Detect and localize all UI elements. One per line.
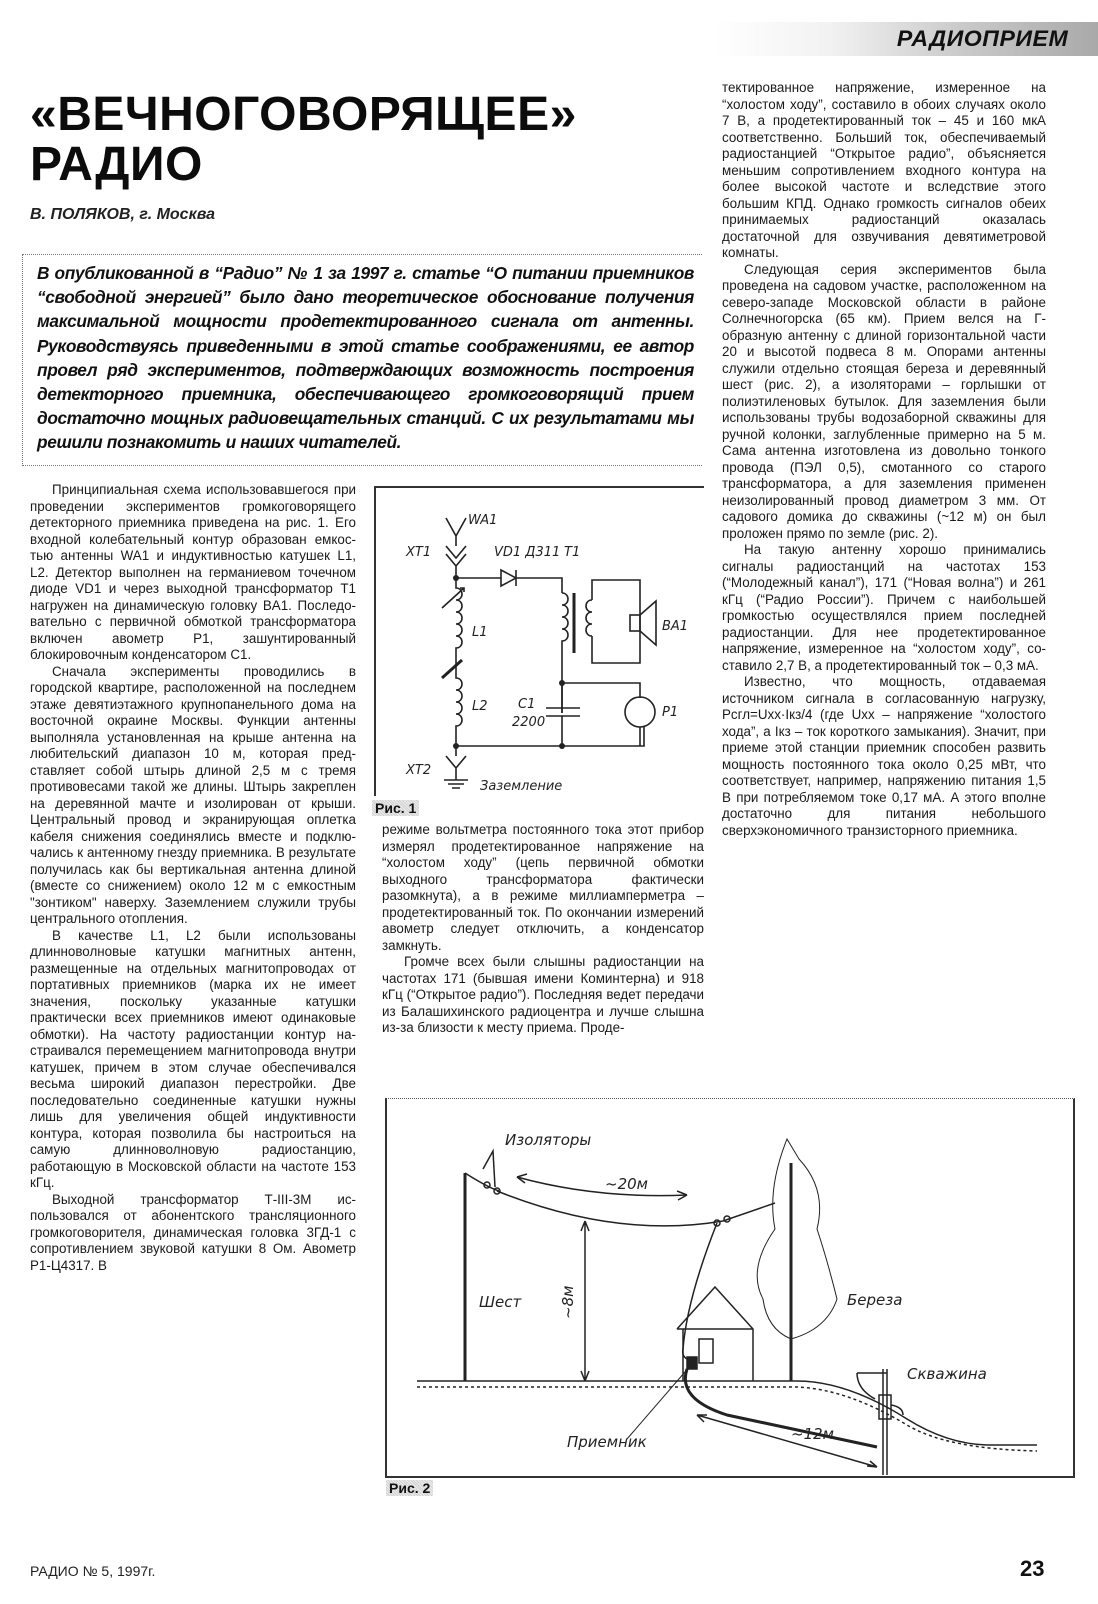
text-column-3 — [722, 80, 1046, 839]
label-ground-wire-12m: ~12м — [791, 1425, 834, 1443]
label-ground: Заземление — [480, 779, 563, 794]
paragraph: На такую антенну хорошо принимались сигналы радиостанций на частотах 153 (“Молодежный канал”), 171 (“Новая волна”) и 261 кГц (“Радио России”). Причем с наибольшей громкостью осуществлялся прием последней радиостанции. Для нее продетектированное напряжение, измеренное на “холостом ходу”, составило 2,7 В, а продетектированный ток – 0,3 мА. — [722, 542, 1046, 673]
label-c1: C1 — [518, 697, 536, 712]
page-number: 23 — [1020, 1556, 1045, 1581]
label-ba1: BA1 — [662, 619, 689, 634]
text-column-2 — [382, 822, 704, 1037]
paragraph: Известно, что мощность, отдаваемая источником сигнала в согласованную нагрузку, Pсгл=Uхх·Iкз/4 (где Uхх – напряжение “холостого хода”, а Iкз – ток короткого замыкания). Значит, при приеме этой станции приемник способен развить мощность постоянного тока около 0,25 мВт, что соответствует, например, напряжению питания 1,5 В при потребляемом токе 0,17 мА. А этого вполне достаточно для питания небольшого сверхэкономичного транзисторного приемника. — [722, 674, 1046, 838]
paragraph: Громче всех были слышны радиостанции на частотах 171 (бывшая имени Коминтерна) и 918 кГц (“Открытое радио”). Последняя ведет передачи из Балашихинского радиоцентра и лучше слышна из-за близости к месту приема. Проде- — [382, 954, 704, 1035]
label-tree: Береза — [847, 1291, 903, 1309]
paragraph: В качестве L1, L2 были использованы длинноволновые катушки магнитных антенн, размещенные на отдельных магнитопроводах от портативных приемников (марка их не имеет значения, поскольку указанные катушки практически всех приемников имеют одинаковые обмотки). На частоту радиостанции контур настраивался перемещением магнитопровода внутри катушек, причем в этом случае обеспечивался весьма широкий диапазон перестройки. Две последовательно соединенные катушки нужны лишь для увеличения общей индуктивности контура, которая позволила бы настроиться на самую длинноволновую радиостанцию, работающую в Московской области на частоте 153 кГц. — [30, 927, 356, 1190]
label-t1: T1 — [564, 545, 581, 560]
label-xt2: XT2 — [406, 763, 432, 778]
paragraph: Сначала эксперименты проводились в городской квартире, расположенной на последнем этаже девятиэтажного крупнопанельного дома на восточной окраине Москвы. Функции антенны выполняла установленная на крыше антенна на любительский диапазон 10 м, которая представляет собой штырь длиной 2,5 м с тремя противовесами такой же длины. Штырь закреплен на деревянной мачте и изолирован от крыши. Центральный провод и экранирующая оплетка кабеля снижения соединялись вместе и подключались к антенному гнезду приемника. В результате получилась как бы вертикальная антенна длиной (вместе со снижением) около 12 м с емкостным "зонтиком" наверху. Заземлением служили трубы центрального отопления. — [30, 663, 356, 926]
label-l2: L2 — [472, 699, 488, 714]
label-c1-value: 2200 — [512, 715, 546, 730]
label-l1: L1 — [472, 625, 488, 640]
title-line-2: РАДИО — [30, 138, 203, 191]
paragraph: Принципиальная схема использовавшегося при проведении экспериментов громкоговорящего детекторного приемника приведена на рис. 1. Его входной колебательный контур образован емкостью антенны WA1 и индуктивностью катушек L1, L2. Детектор выполнен на германиевом точечном диоде VD1 и через выходной трансформатор T1 нагружен на динамическую головку BA1. Последовательно с первичной обмоткой трансформатора включен авометр P1, зашунтированный блокировочным конденсатором C1. — [30, 482, 356, 662]
lead-paragraph: В опубликованной в “Радио” № 1 за 1997 г. статье “О питании приемников “свободной энергией” было дано теоретическое обоснование получения максимальной мощности продетектированного сигнала от антенны. Руководствуясь приведенными в этой статье соображениями, ее автор провел ряд экспериментов, подтверждающих возможность построения детекторного приемника, обеспечивающего громкоговорящий прием достаточно мощных радиовещательных станций. С их результатами мы решили познакомить и наших читателей. — [22, 254, 702, 466]
label-span-20m: ~20м — [605, 1175, 648, 1193]
paragraph: режиме вольтметра постоянного тока этот прибор измерял продетектированное напряжение на “холостом ходу” (цепь первичной обмотки выходного трансформатора фактически разомкнута), а в режиме миллиамперметра – продетектированный ток. По окончании измерений авометр следует отключить, а конденсатор замкнуть. — [382, 822, 704, 953]
label-height-8m: ~8м — [559, 1285, 577, 1319]
title-line-1: «ВЕЧНОГОВОРЯЩЕЕ» — [30, 88, 577, 141]
label-pole: Шест — [479, 1293, 522, 1311]
label-vd1: VD1 Д311 — [494, 545, 561, 560]
section-label: РАДИОПРИЕМ — [896, 26, 1069, 51]
section-banner — [715, 22, 1098, 56]
paragraph: Выходной трансформатор Т-III-3М использовался от абонентского трансляционного громкоговорителя, динамическая головка 3ГД-1 с сопротивлением звуковой катушки 8 Ом. Авометр P1-Ц4317. В — [30, 1191, 356, 1273]
label-xt1: XT1 — [406, 545, 432, 560]
figure-2-caption: Рис. 2 — [386, 1480, 433, 1496]
label-p1: P1 — [662, 705, 679, 720]
figure-1-schematic — [374, 486, 704, 796]
figure-2-antenna-layout — [385, 1098, 1075, 1478]
issue-footer: РАДИО № 5, 1997г. — [30, 1563, 156, 1579]
text-column-1 — [30, 482, 356, 1274]
paragraph: Следующая серия экспериментов была проведена на садовом участке, расположенном на северо-западе Московской области в районе Солнечногорска (65 км). Прием велся на Г-образную антенну с длиной горизонтальной части 20 и высотой подвеса 8 м. Опорами антенны служили отдельно стоящая береза и деревянный шест (рис. 2), а изоляторами – горлышки от полиэтиленовых бутылок. Для заземления были использованы трубы водозаборной скважины для ручной колонки, заглубленные примерно на 5 м. Сама антенна изготовлена из довольно тонкого провода (ПЭЛ 0,5), смотанного со старого трансформатора, а для заземления применен неизолированный провод диаметром 3 мм. От садового домика до скважины (~12 м) он был проложен прямо по земле (рис. 2). — [722, 261, 1046, 541]
author-byline: В. ПОЛЯКОВ, г. Москва — [30, 206, 216, 223]
label-insulators: Изоляторы — [505, 1131, 592, 1149]
label-wa1: WA1 — [468, 513, 498, 528]
label-receiver: Приемник — [567, 1433, 647, 1451]
label-well: Скважина — [907, 1365, 987, 1383]
figure-1-caption: Рис. 1 — [372, 800, 419, 816]
antenna-drawing — [387, 1099, 1073, 1475]
circuit-diagram — [376, 488, 706, 798]
article-title — [30, 90, 720, 190]
paragraph: тектированное напряжение, измеренное на “холостом ходу”, составило в обоих случаях около 7 В, а продетектированный ток – 45 и 160 мкА соответственно. Больший ток, обеспечиваемый радиостанцией “Открытое радио”, объясняется меньшим сопротивлением входного контура на более высокой частоте и вследствие этого большим КПД. Однако громкость сигналов обеих принимаемых радиостанций оказалась достаточной для озвучивания девятиметровой комнаты. — [722, 80, 1046, 260]
